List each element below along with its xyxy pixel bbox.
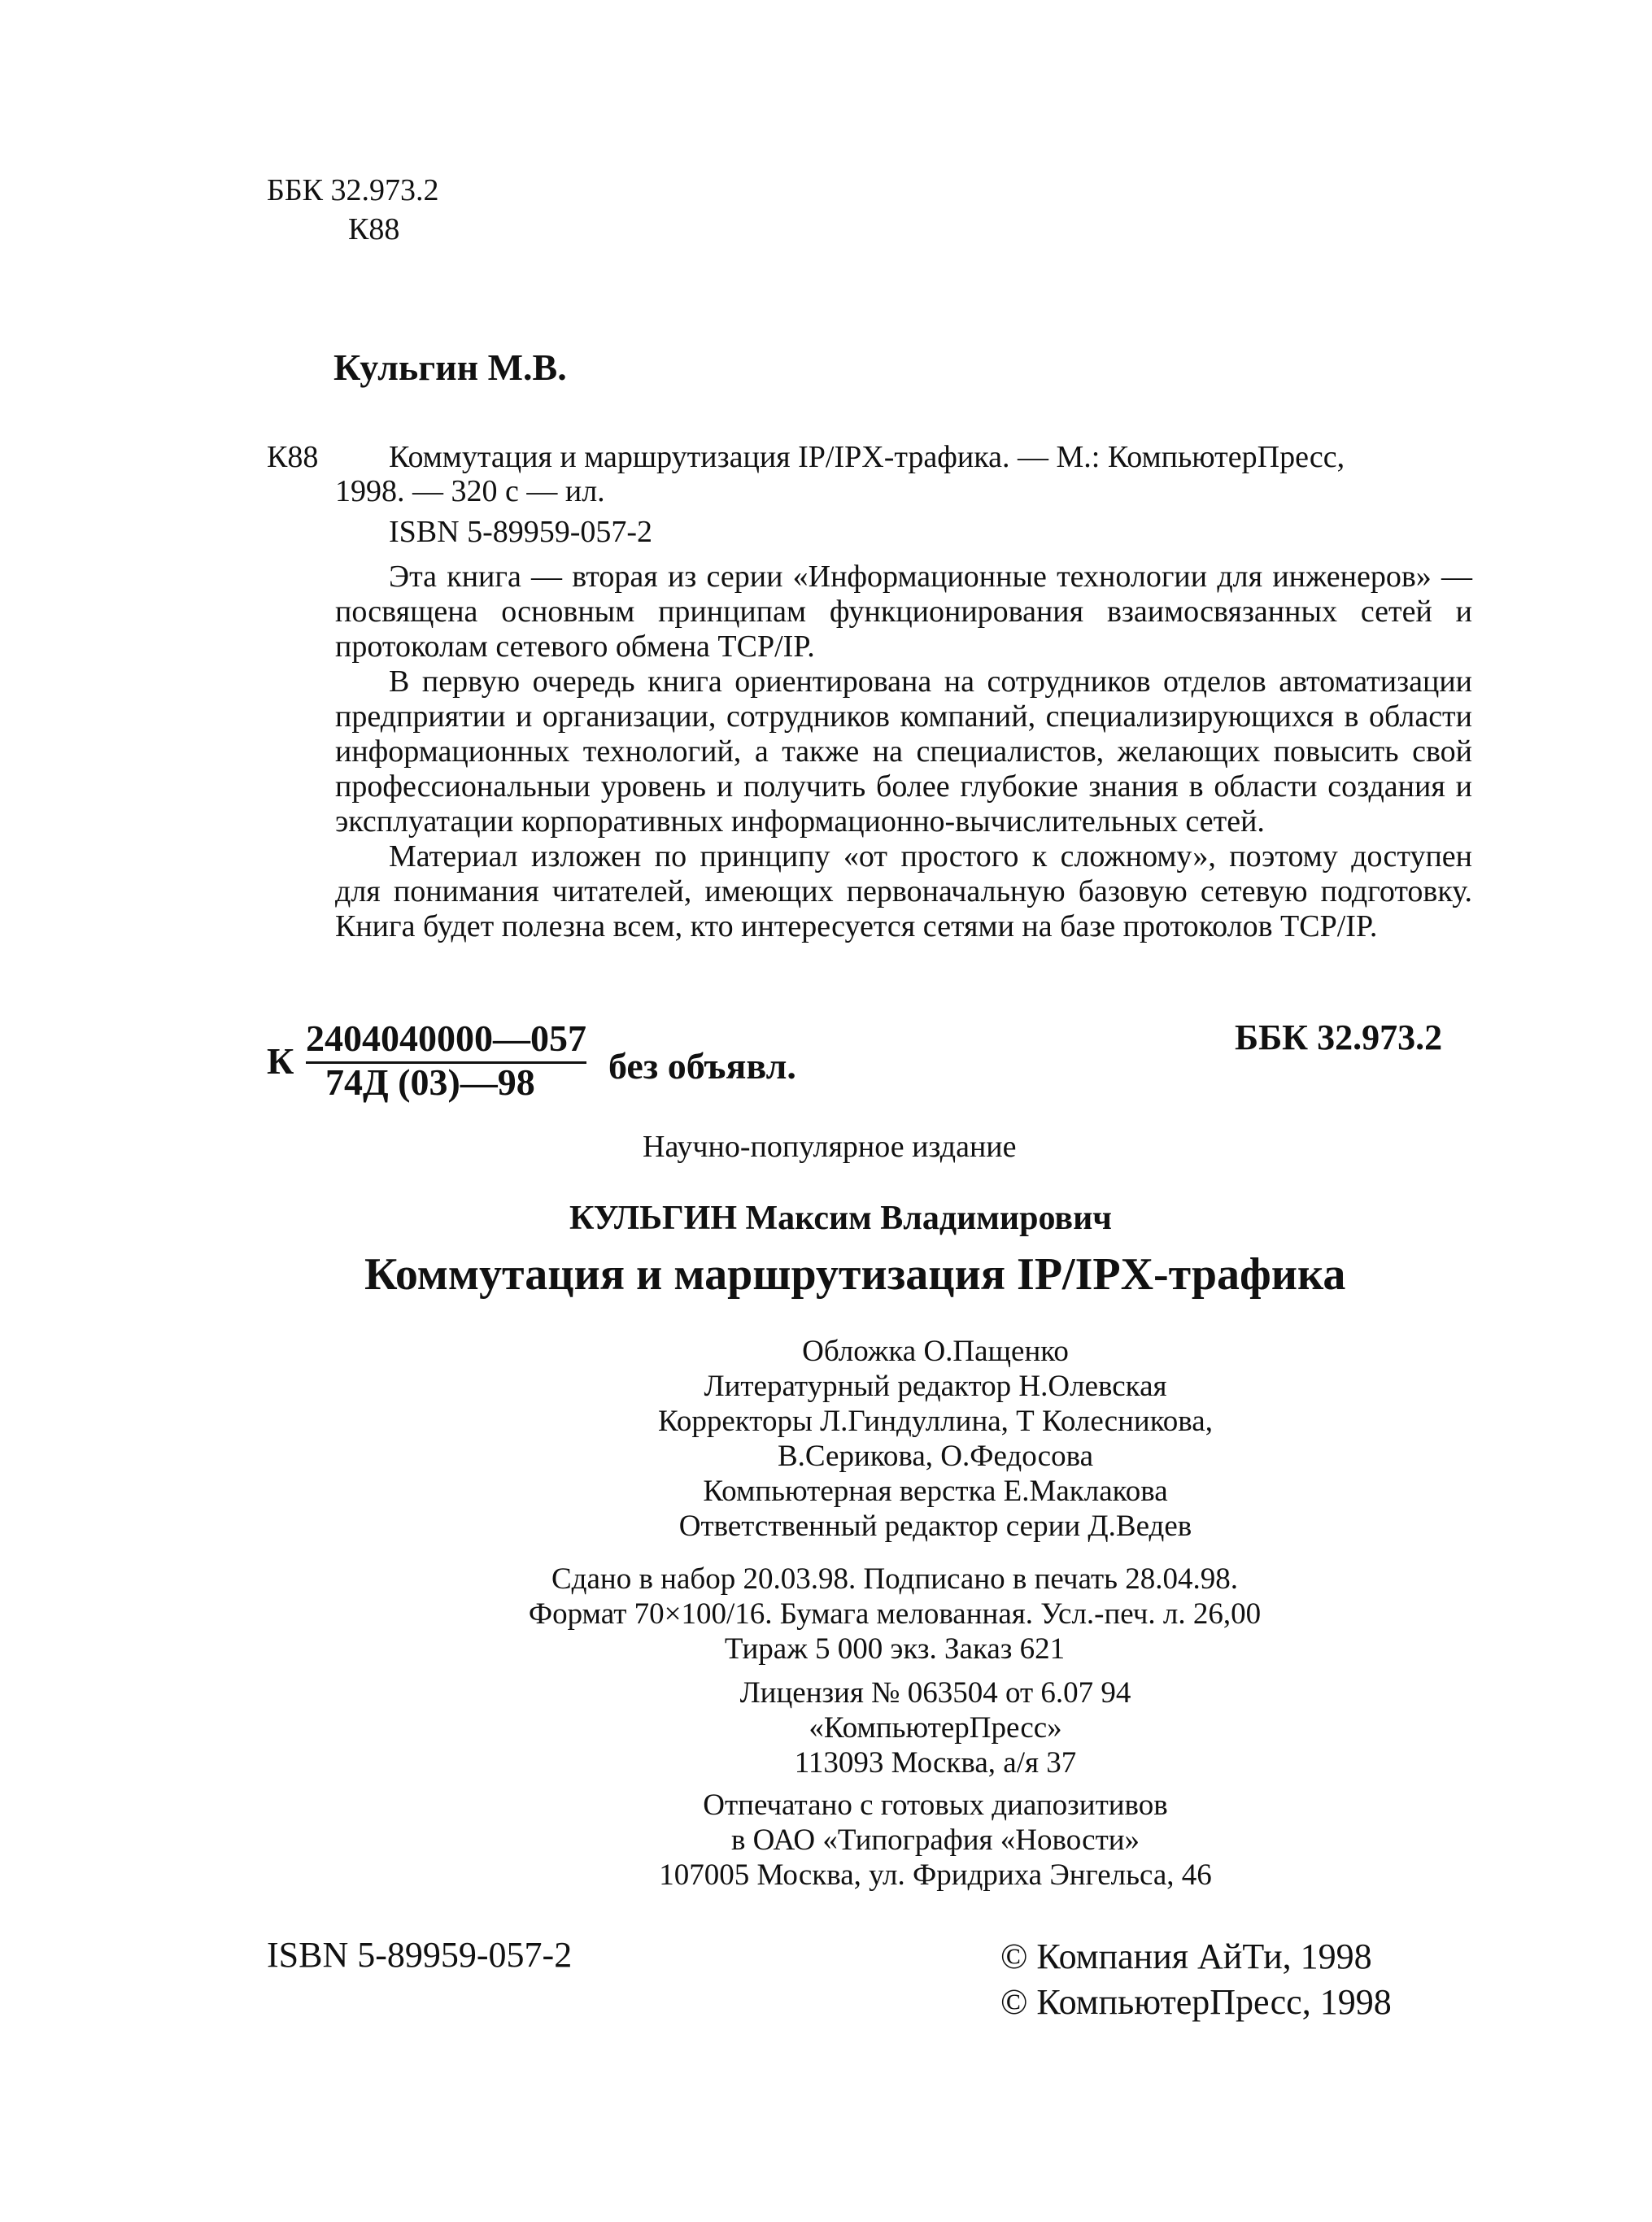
- bibliography-isbn: ISBN 5-89959-057-2: [389, 515, 653, 549]
- bibliography-line-1: Коммутация и маршрутизация IP/IPX-трафика. — М.: КомпьютерПресс,: [389, 440, 1345, 474]
- printer-line: в ОАО «Типография «Новости»: [730, 1823, 1140, 1857]
- book-title: Коммутация и маршрутизация IP/IPX-трафика: [364, 1249, 1346, 1300]
- bbk-code: ББК 32.973.2: [267, 173, 439, 207]
- license-line: 113093 Москва, а/я 37: [794, 1746, 1077, 1780]
- credit-line: Ответственный редактор серии Д.Ведев: [678, 1510, 1192, 1543]
- isbn-footer: ISBN 5-89959-057-2: [267, 1935, 573, 1975]
- annotation-paragraph: В первую очередь книга ориентирована на сотрудников отделов автоматизации предприятии и организации, сотрудников компаний, специализирующихся в области информационных технологий, а также на специалистов, желающих повысить свой профессиональныи уровень и получить более глубокие знания в области создания и эксплуатации корпоративных информационно-вычислительных сетей.: [335, 664, 1472, 839]
- bibliography-code: К88: [267, 440, 319, 474]
- credit-line: Компьютерная верстка Е.Маклакова: [703, 1475, 1168, 1508]
- credit-line: Корректоры Л.Гиндуллина, Т Колесникова,: [658, 1405, 1213, 1438]
- imprint-line: Тираж 5 000 экз. Заказ 621: [724, 1632, 1066, 1666]
- catalog-code-denominator: 74Д (03)—98: [325, 1061, 535, 1103]
- annotation: [335, 560, 1472, 944]
- copyright-line: © Компания АйТи, 1998: [1000, 1937, 1372, 1976]
- publication-type: Научно-популярное издание: [643, 1130, 1017, 1164]
- copyright-line: © КомпьютерПресс, 1998: [1000, 1982, 1392, 2022]
- annotation-paragraph: Эта книга — вторая из серии «Информационные технологии для инженеров» — посвящена основным принципам функционирования взаимосвязанных сетей и протоколам сетевого обмена TCP/IP.: [335, 560, 1472, 664]
- credit-line: Литературный редактор Н.Олевская: [704, 1370, 1167, 1403]
- license-line: «КомпьютерПресс»: [809, 1711, 1062, 1745]
- printer-line: 107005 Москва, ул. Фридриха Энгельса, 46: [659, 1858, 1212, 1892]
- bbk-classification-top: [267, 171, 439, 249]
- bbk-code-right: ББК 32.973.2: [1235, 1017, 1443, 1057]
- license-block: [529, 1675, 1342, 1780]
- credits-block: [529, 1334, 1342, 1544]
- imprint-block: [447, 1562, 1342, 1666]
- catalog-code-note: без объявл.: [608, 1045, 796, 1087]
- credit-line: В.Серикова, О.Федосова: [778, 1440, 1093, 1473]
- license-line: Лицензия № 063504 от 6.07 94: [739, 1676, 1131, 1710]
- imprint-line: Сдано в набор 20.03.98. Подписано в печать 28.04.98.: [551, 1562, 1239, 1596]
- catalog-code-letter: К: [267, 1040, 294, 1082]
- author-full-name: КУЛЬГИН Максим Владимирович: [569, 1200, 1112, 1237]
- credit-line: Обложка О.Пащенко: [802, 1335, 1069, 1368]
- annotation-paragraph: Материал изложен по принципу «от простого к сложному», поэтому доступен для понимания читателей, имеющих первоначальную базовую сетевую подготовку. Книга будет полезна всем, кто интересуется сетями на базе протоколов TCP/IP.: [335, 839, 1472, 943]
- copyright-block: [1000, 1934, 1392, 2025]
- author-mark: К88: [348, 212, 400, 246]
- imprint-line: Формат 70×100/16. Бумага мелованная. Усл.-печ. л. 26,00: [528, 1597, 1262, 1631]
- printer-line: Отпечатано с готовых диапозитивов: [703, 1788, 1168, 1822]
- author-heading: Кульгин М.В.: [333, 346, 567, 388]
- catalog-code-numerator: 2404040000—057: [306, 1017, 586, 1064]
- bibliography-line-2: 1998. — 320 с — ил.: [335, 474, 605, 508]
- printer-block: [529, 1788, 1342, 1893]
